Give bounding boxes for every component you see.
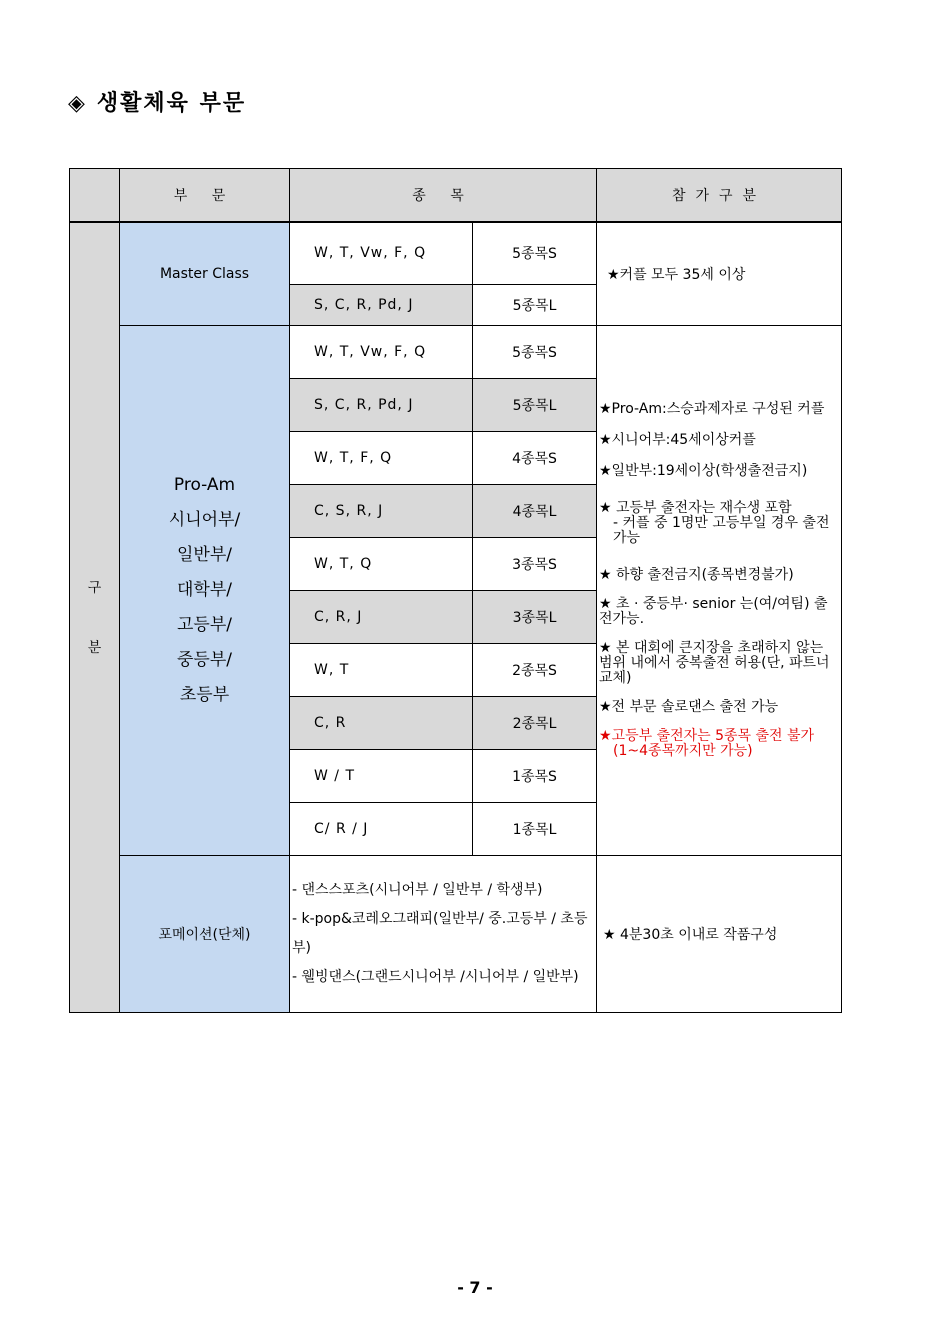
section-title <box>68 86 246 117</box>
event-cell: S, C, R, Pd, J <box>290 284 473 325</box>
table-header <box>70 169 842 223</box>
formation-items <box>290 855 597 1012</box>
proam-line: 중등부/ <box>177 649 232 670</box>
proam-line: 고등부/ <box>177 614 232 635</box>
event-cell: W, T, Vw, F, Q <box>290 325 473 378</box>
formation-item: - 웰빙댄스(그랜드시니어부 /시니어부 / 일반부) <box>292 968 579 985</box>
division-table <box>69 168 842 1013</box>
proam-line: 일반부/ <box>177 544 232 565</box>
proam-notes <box>597 325 842 855</box>
formation-note: ★ 4분30초 이내로 작품구성 <box>597 855 842 1012</box>
count-cell: 2종목L <box>473 696 597 749</box>
proam-line: 대학부/ <box>177 579 232 600</box>
side-label-bottom: 분 <box>87 640 102 657</box>
master-class-label: Master Class <box>120 222 290 325</box>
event-cell: C/ R / J <box>290 802 473 855</box>
note-line: ★ 초 · 중등부· senior 는(여/여팀) 출전가능. <box>599 595 828 627</box>
count-cell: 2종목S <box>473 643 597 696</box>
formation-item: - k-pop&코레오그래피(일반부/ 중.고등부 / 초등부) <box>292 910 588 956</box>
count-cell: 5종목S <box>473 222 597 284</box>
table-row <box>70 222 842 284</box>
note-line: ★ 하향 출전금지(종목변경불가) <box>599 566 794 583</box>
page-number: - 7 - <box>457 1278 493 1297</box>
event-cell: W / T <box>290 749 473 802</box>
count-cell: 1종목S <box>473 749 597 802</box>
table-row <box>70 855 842 1012</box>
section-title-text: 생활체육 부문 <box>96 91 247 116</box>
count-cell: 4종목L <box>473 484 597 537</box>
event-cell: W, T, Vw, F, Q <box>290 222 473 284</box>
proam-division-label <box>120 325 290 855</box>
proam-line: Pro-Am <box>173 474 236 495</box>
note-line: ★Pro-Am:스승과제자로 구성된 커플 <box>599 400 825 417</box>
count-cell: 3종목L <box>473 590 597 643</box>
count-cell: 3종목S <box>473 537 597 590</box>
note-line: - 커플 중 1명만 고등부일 경우 출전가능 <box>613 514 830 546</box>
master-note: ★커플 모두 35세 이상 <box>597 222 842 325</box>
formation-label: 포메이션(단체) <box>120 855 290 1012</box>
header-division: 부 문 <box>120 169 290 223</box>
count-cell: 1종목L <box>473 802 597 855</box>
note-line: ★시니어부:45세이상커플 <box>599 431 756 448</box>
note-line: ★전 부문 솔로댄스 출전 가능 <box>599 698 779 715</box>
side-label-top: 구 <box>87 580 102 597</box>
count-cell: 4종목S <box>473 431 597 484</box>
header-blank <box>70 169 120 223</box>
count-cell: 5종목S <box>473 325 597 378</box>
event-cell: C, R <box>290 696 473 749</box>
proam-line: 시니어부/ <box>168 509 241 530</box>
header-event: 종 목 <box>290 169 597 223</box>
diamond-bullet-icon: ◈ <box>68 91 87 116</box>
event-cell: W, T, Q <box>290 537 473 590</box>
note-line: ★일반부:19세이상(학생출전금지) <box>599 462 808 479</box>
note-line-warning: (1~4종목까지만 가능) <box>613 742 753 759</box>
count-cell: 5종목L <box>473 378 597 431</box>
count-cell: 5종목L <box>473 284 597 325</box>
header-participation: 참가구분 <box>597 169 842 223</box>
event-cell: W, T, F, Q <box>290 431 473 484</box>
side-label <box>70 222 120 1012</box>
proam-line: 초등부 <box>179 684 230 705</box>
event-cell: W, T <box>290 643 473 696</box>
note-line: ★ 본 대회에 큰지장을 초래하지 않는 범위 내에서 중복출전 허용(단, 파트너교체) <box>599 639 830 686</box>
formation-item: - 댄스스포츠(시니어부 / 일반부 / 학생부) <box>292 881 543 898</box>
event-cell: C, S, R, J <box>290 484 473 537</box>
event-cell: C, R, J <box>290 590 473 643</box>
note-line: ★ 고등부 출전자는 재수생 포함 <box>599 499 792 516</box>
note-line-warning: ★고등부 출전자는 5종목 출전 불가 <box>599 727 815 744</box>
event-cell: S, C, R, Pd, J <box>290 378 473 431</box>
table-row <box>70 325 842 378</box>
